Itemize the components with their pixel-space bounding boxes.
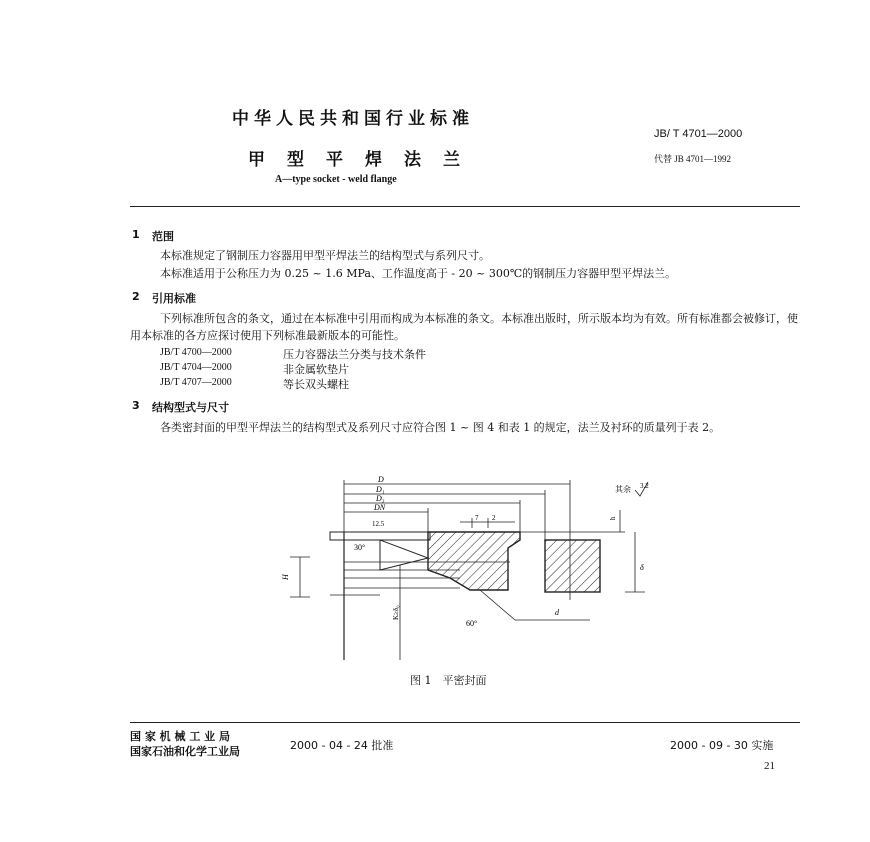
- reference-code: JB/T 4704—2000: [160, 362, 232, 373]
- english-title: A—type socket - weld flange: [275, 174, 397, 185]
- section-2-paragraph: 下列标准所包含的条文，通过在本标准中引用而构成为本标准的条文。本标准出版时，所示版本均为有效。所有标准都会被修订，使用本标准的各方应探讨使用下列标准最新版本的可能性。: [130, 312, 798, 342]
- flange-rim: [545, 540, 600, 592]
- reference-name: 非金属软垫片: [283, 363, 349, 376]
- standard-code: JB/ T 4701—2000: [654, 128, 743, 140]
- section-1-title: 范围: [152, 230, 174, 243]
- label-delta: δ: [640, 563, 644, 572]
- standard-category: 中华人民共和国行业标准: [232, 109, 474, 129]
- label-ra: 3.2: [640, 482, 649, 490]
- issuer-1: 国 家 机 械 工 业 局: [130, 730, 230, 743]
- page-title: 甲型平焊法兰: [248, 150, 482, 170]
- reference-code: JB/T 4700—2000: [160, 347, 232, 358]
- flange-section: [428, 532, 520, 590]
- page-number: 21: [764, 760, 775, 772]
- section-2-title: 引用标准: [152, 292, 196, 305]
- section-3-title: 结构型式与尺寸: [152, 401, 229, 414]
- section-1-line-1: 本标准规定了钢制压力容器用甲型平焊法兰的结构型式与系列尺寸。: [160, 249, 490, 262]
- label-roughness: 12.5: [372, 520, 385, 528]
- flange-drawing: [280, 470, 680, 670]
- label-h: h: [609, 516, 617, 520]
- section-2-number: 2: [132, 290, 140, 303]
- issuer-2: 国家石油和化学工业局: [130, 745, 240, 758]
- section-1-line-2: 本标准适用于公称压力为 0.25 ~ 1.6 MPa、工作温度高于 - 20 ~ 300℃的钢制压力容器甲型平焊法兰。: [160, 267, 677, 280]
- section-1-number: 1: [132, 228, 140, 241]
- replaces-code: 代替 JB 4701—1992: [654, 154, 732, 164]
- label-angle-30: 30°: [354, 543, 366, 552]
- label-D3: D₃: [376, 494, 385, 503]
- section-3-number: 3: [132, 399, 140, 412]
- reference-name: 压力容器法兰分类与技术条件: [283, 348, 426, 361]
- label-dim-2: 2: [492, 514, 496, 522]
- reference-name: 等长双头螺柱: [283, 378, 349, 391]
- approval-date: 2000 - 04 - 24 批准: [290, 739, 394, 752]
- label-dim-7: 7: [475, 514, 479, 522]
- label-angle-60: 60°: [466, 619, 478, 628]
- footer-rule: [130, 722, 800, 723]
- header-rule: [130, 206, 800, 207]
- reference-code: JB/T 4707—2000: [160, 377, 232, 388]
- figure-caption: 图 1 平密封面: [410, 674, 487, 687]
- label-D1: D₁: [376, 485, 385, 494]
- label-K: K≥δ₀: [392, 605, 400, 620]
- label-D: D: [378, 475, 384, 484]
- label-DN: DN: [374, 503, 386, 512]
- section-3-paragraph: 各类密封面的甲型平焊法兰的结构型式及系列尺寸应符合图 1 ~ 图 4 和表 1 的规定，法兰及衬环的质量列于表 2。: [160, 421, 721, 434]
- effective-date: 2000 - 09 - 30 实施: [670, 739, 774, 752]
- label-rough-rest: 其余: [615, 485, 631, 494]
- label-d: d: [555, 608, 559, 617]
- label-H: H: [281, 574, 290, 580]
